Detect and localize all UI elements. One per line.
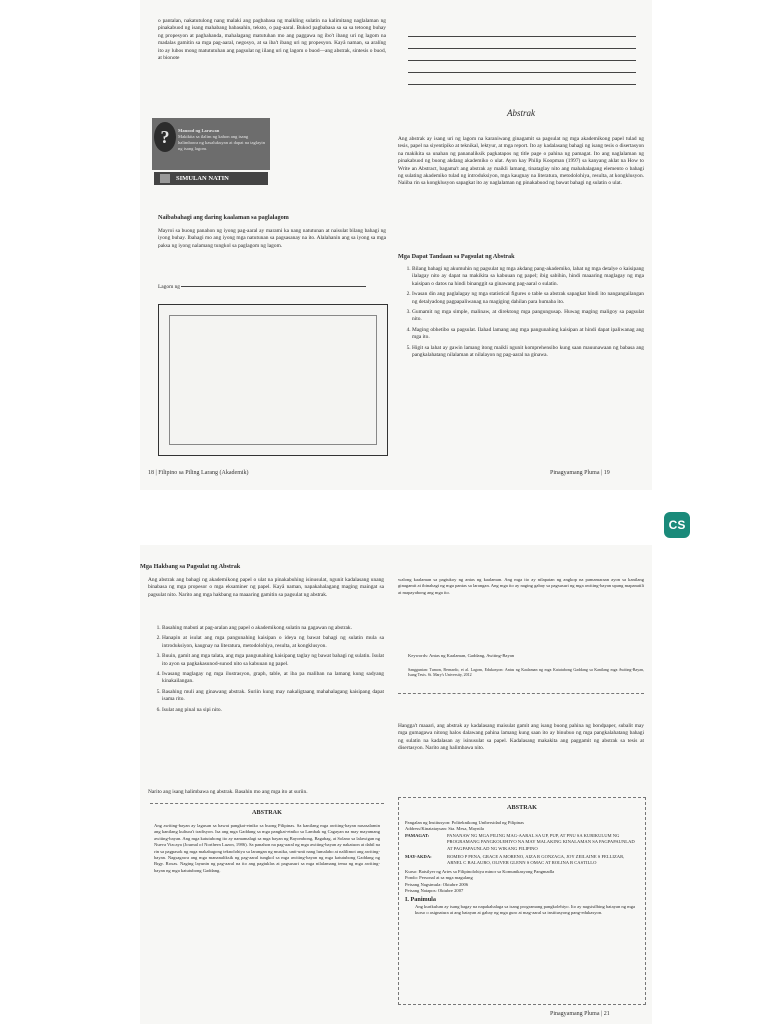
keywords-line: Keywords: Antas ng Kaalaman, Gaddang, Awiting-Bayan — [408, 653, 515, 658]
abstrak-2-title: ABSTRAK — [507, 804, 537, 811]
right-col-continuation: walong kaalaman sa pagtukoy ng antas ng kaalaman. Ang mga ito ay nilapatan ng angkop na pamamaraan ayon sa kanilang ginagamit at ibinahagi ng mga pantas sa larangan. Ang mga ito ay naging gabay sa pagsusuri ng mga awiting-bayan upang mapanatili at mapayabong ang mga ito. — [398, 577, 644, 595]
hakbang-heading: Mga Hakbang sa Pagsulat ng Abstrak — [140, 563, 241, 570]
may-akda-row: MAY-AKDA: ROMEO P PENA, GRACE A MORENO, AIZA R GONZAGA, JOY ZEILAINE S FELLIZAR, ARNEL C BALAURO, OLIVER GLENN S OMAC AT ROLINA B CASTILLO — [405, 854, 625, 866]
list-item: 5. Higit sa lahat ay gawin lamang itong maikli ngunit komprehensibo kung saan mauunawaan ng babasa ang pangkalahatang nilalaman at nilalayon ng pag-aaral na ginawa. — [412, 345, 644, 360]
dapat-heading: Mga Dapat Tandaan sa Pagsulat ng Abstrak — [398, 253, 515, 260]
sanggunian: Sanggunian: Tumon, Bernardo, et al. Lagom, Edukasyon: Antas ng Kaalaman ng mga Katutubong Gaddang sa Kanilang mga Awiting-Bayan, Isang Tesis. St. Mary's University, 2012 — [408, 667, 644, 678]
lagom-line[interactable]: Lagom ng — [158, 284, 386, 291]
abstrak-1-title: ABSTRAK — [252, 809, 282, 816]
list-item: 2. Iwasan din ang paglalagay ng mga statistical figures o table sa abstrak sapagkat hindi ito nangangailangan ng detalyadong pagpapaliwanag na magiging dahilan para humaba ito. — [412, 291, 644, 306]
kurso-line: Kurso: Batsilyer ng Artes sa Filipinolohiya minor sa Komunikasyong Pangmadla — [405, 868, 555, 874]
hanggat-paragraph: Hangga't maaari, ang abstrak ay kadalasang maisulat gamit ang isang buong pahina ng bondpaper, subalit may mga gumagawa nitong halos dalawang pahina lamang kung saan ito ay binubuo ng mga pangkalahatang bahagi ng sulatin na kadalasan ay isinusulat sa papel. Kadalasang makakita ang paggamit ng abstrak sa tesis at disertasyon. Narito ang halimbawa nito. — [398, 723, 644, 752]
institusyon-line: Pangalan ng Institusyon: Politeknikong Unibersidad ng Pilipinas — [405, 820, 524, 825]
dapat-list — [398, 266, 644, 362]
hakbang-intro: Ang abstrak ang bahagi ng akademikong papel o ulat na pinakabuhing isinusulat, ngunit kadalasang unang binabasa ng mga propesor o mga eksaminer ng papel. Kayâ naman, napakahalagang maging maingat sa pagsulat nito. Narito ang mga hakbang na maaaring gamitin sa pagsulat ng abstrak. — [148, 577, 384, 598]
abstrak-sample-box — [398, 797, 646, 1005]
petsang-natapos: Petsang Natapos: Oktubre 2007 — [405, 888, 464, 894]
list-item: 3. Gumamit ng mga simple, malinaw, at direktong mga pangungusap. Huwag maging maligoy sa pagsulat nito. — [412, 309, 644, 324]
address-line: Address/Kinatatayuan: Sta. Mesa, Maynila — [405, 826, 484, 832]
manood-figure — [152, 118, 270, 170]
hakbang-list — [148, 625, 384, 717]
list-item: 6. Isulat ang pinal na sipi nito. — [162, 707, 384, 714]
footer-left: 18 | Filipino sa Piling Larang (Akademik) — [148, 470, 249, 476]
list-item: 4. Maging obhetibo sa pagsulat. Ilahad lamang ang mga pangunahing kaisipan at hindi dapat ipaliwanag ang mga ito. — [412, 327, 644, 342]
pamagat-row: PAMAGAT: PANANAW NG MGA PILING MAG-AARAL SA UP, PUP, AT PNU SA KURIKULUM NG PROGRAMANG PANGKOLEHIYO NA MAY MALAKING KINALAMAN SA PAGPAPAUNLAD AT PAGPAPAUNLAD NG WIKANG FILIPINO — [405, 832, 635, 851]
list-item: 1. Bilang bahagi ng akumuhin ng pagsulat ng mga akdang pang-akademiko, lahat ng mga detalye o kaisipang ilalagay nito ay dapat na makikita sa kabuuan ng papel; ibig sabihin, hindi maaaring maglagay ng mga kaisipan o datos na hindi binanggit sa ginawang pag-aaral o sulatin. — [412, 266, 644, 288]
section-heading: Naibabahagi ang daring kaalaman sa paglalagom — [158, 214, 289, 221]
panimula-heading: I. Panimula — [405, 896, 436, 904]
book-spread-page-20-21 — [140, 545, 652, 1024]
figure-title: Manood ng Larawan — [178, 128, 220, 133]
narito-line: Narito ang isang halimbawa ng abstrak. Basahin mo ang mga ito at suriin. — [148, 789, 308, 795]
footer-right: Pinagyamang Pluma | 21 — [550, 1011, 610, 1017]
write-lines[interactable] — [408, 36, 636, 85]
book-spread-page-18-19 — [140, 0, 652, 490]
list-item: 4. Iwasang maglagay ng mga ilustrasyon, graph, table, at iba pa maliban na lamang kung sadyang kinakailangan. — [162, 671, 384, 686]
list-item: 5. Basahing muli ang ginawang abstrak. Suriin kung may nakaligtaang mahahalagang kaisipang dapat isama rito. — [162, 689, 384, 704]
list-item: 1. Basahing mabuti at pag-aralan ang papel o akademikong sulatin na gagawan ng abstrak. — [162, 625, 384, 632]
intro-paragraph: o pantalan, nakatutulong nang malaki ang pagbabasa ng maikling sulatin na kalimitang naglalaman ng pinakabuod ng isang mahabang babasahin, teksto, o pag-aaral. Bukod pagbabasa sa sa sa tetoong buhay ng propesyon at paghahanda, mahalagang matutuhan mo ang paggawa ng ibo't ibang uri ng lagom na madalas gamitin sa mga pag-aaral, negosyo, at sa iba't ibang uri ng propesyon. Kayâ naman, sa aralíng ito ay lubos mong matututuhan ang pagsulat ng iilang uri ng lagom o buod—ang abstrak, sintesis o buod, at bionote — [158, 18, 386, 62]
question-bulb-icon: ? — [154, 122, 176, 152]
petsang-nagsimula: Petsang Nagsimula: Oktubre 2006 — [405, 881, 469, 887]
abstrak-title: Abstrak — [507, 108, 535, 118]
footer-right: Pinagyamang Pluma | 19 — [550, 470, 610, 476]
simulan-natin-banner: SIMULAN NATIN — [154, 172, 268, 185]
answer-box[interactable] — [158, 304, 388, 456]
list-item: 3. Buuin, gamit ang mga talata, ang mga pangunahing kaisipang taglay ng bawat bahagi ng sulatin. Isulat ito ayon sa pagkakasunod-sunod nito sa kabuuan ng papel. — [162, 653, 384, 668]
abstrak-definition: Ang abstrak ay isang uri ng lagom na karaniwang ginagamit sa pagsulat ng mga akademikong papel tulad ng tesis, papel na siyentipiko at teknikal, lektyur, at mga report. Ito ay kadalasang bahagi ng isang tesis o disertasyon na makikita sa unahan ng pananaliksik pagkatapos ng title page o pahina ng pamagat. Ito ang naglalaman ng pinakabuod ng buong akdang akademiko o ulat. Ayon kay Philip Koopman (1997) sa kanyang aklat na How to Write an Abstract, bagama't ang abstrak ay maikli lamang, tinataglay nito ang mahahalagang elemento o bahagi ng sulating akademiko tulad ng introduksiyon, mga kaugnay na literatura, metodolohiya, resulta, at kongklusyon. Naiiba rin sa kongklusyon sapagkat ito ay naglalaman ng pinakabuod ng bawat bahagi ng sulatin o ulat. — [398, 136, 644, 187]
camscanner-badge: CS — [664, 512, 690, 538]
flag-icon — [160, 174, 170, 183]
list-item: 2. Hanapin at isulat ang mga pangunahing kaisipan o ideya ng bawat bahagi ng sulatin mula sa introduksiyon, kaugnay na literatura, metodolohiya, resulta, at kongklusyon. — [162, 635, 384, 650]
figure-text: Makikita sa ilalim ng kahon ang isang halimbawa ng kasalukuyan at dapat na taglayin ng isang lagom. — [178, 134, 265, 151]
instruction-paragraph: Mayroi sa buong panahon ng iyong pag-aaral ay marami ka nang natutunan at naisulat bilang bahagi ng iyong buhay. Ibahagi mo ang iyong mga natutunan sa pagsasanay na ito. Alalahanin ang sa iyong sa mga paksa ng iyong nalamang tungkol sa paglagom ng lagom. — [158, 228, 386, 249]
pondo-line: Pondo: Personal at sa mga magulang — [405, 875, 473, 881]
abstrak-1-text: Ang awiting-bayan ay lagusan sa bawat pangkat-etniko sa buong Pilipinas. Sa kanilang mga awiting-bayan nasasalamin ang kanilang kultura't tradisyon. Isa ang mga Gaddang sa mga pangkat-etniko sa Lambak ng Cagayan na may mayamang awiting-bayan. Ang mga katutubong ito ay namamalagi sa mga bayan ng Bayombong, Bagabag, at Solano sa lalawigan ng Nueva Vizcaya (Journal of Northern Luzon, 1986). Sa panahon na pag-aaral ng mga awiting-bayan ay nakatuon at dahil na rin sa pagpasok ng mga makabagong teknolohiya sa larangan ng musika, unti-unti nang lumalabo at nalilimot ang awiting-bayan. Nagsagawa ang mga mananaliksik ng pag-aaral tungkol sa mga awiting-bayan ng mga katutubong Gaddang ng Brgy. Roxas. Naging layunin ng pag-aaral na ito ang pagtuklas at pagsusuri sa mga nilalamang tema ng mga awiting-bayan ng mga katutubong Gaddang. — [154, 823, 380, 873]
panimula-text: Ang kurikulum ay isang bagay na napakahalaga sa isang programang pangkolehiyo. Ito ay nagsisilbing batayan ng mga kurso o asignatura at ang batayan at gabay ng mga guro at mag-aaral sa institusyong pang-edukasyon. — [415, 903, 636, 916]
